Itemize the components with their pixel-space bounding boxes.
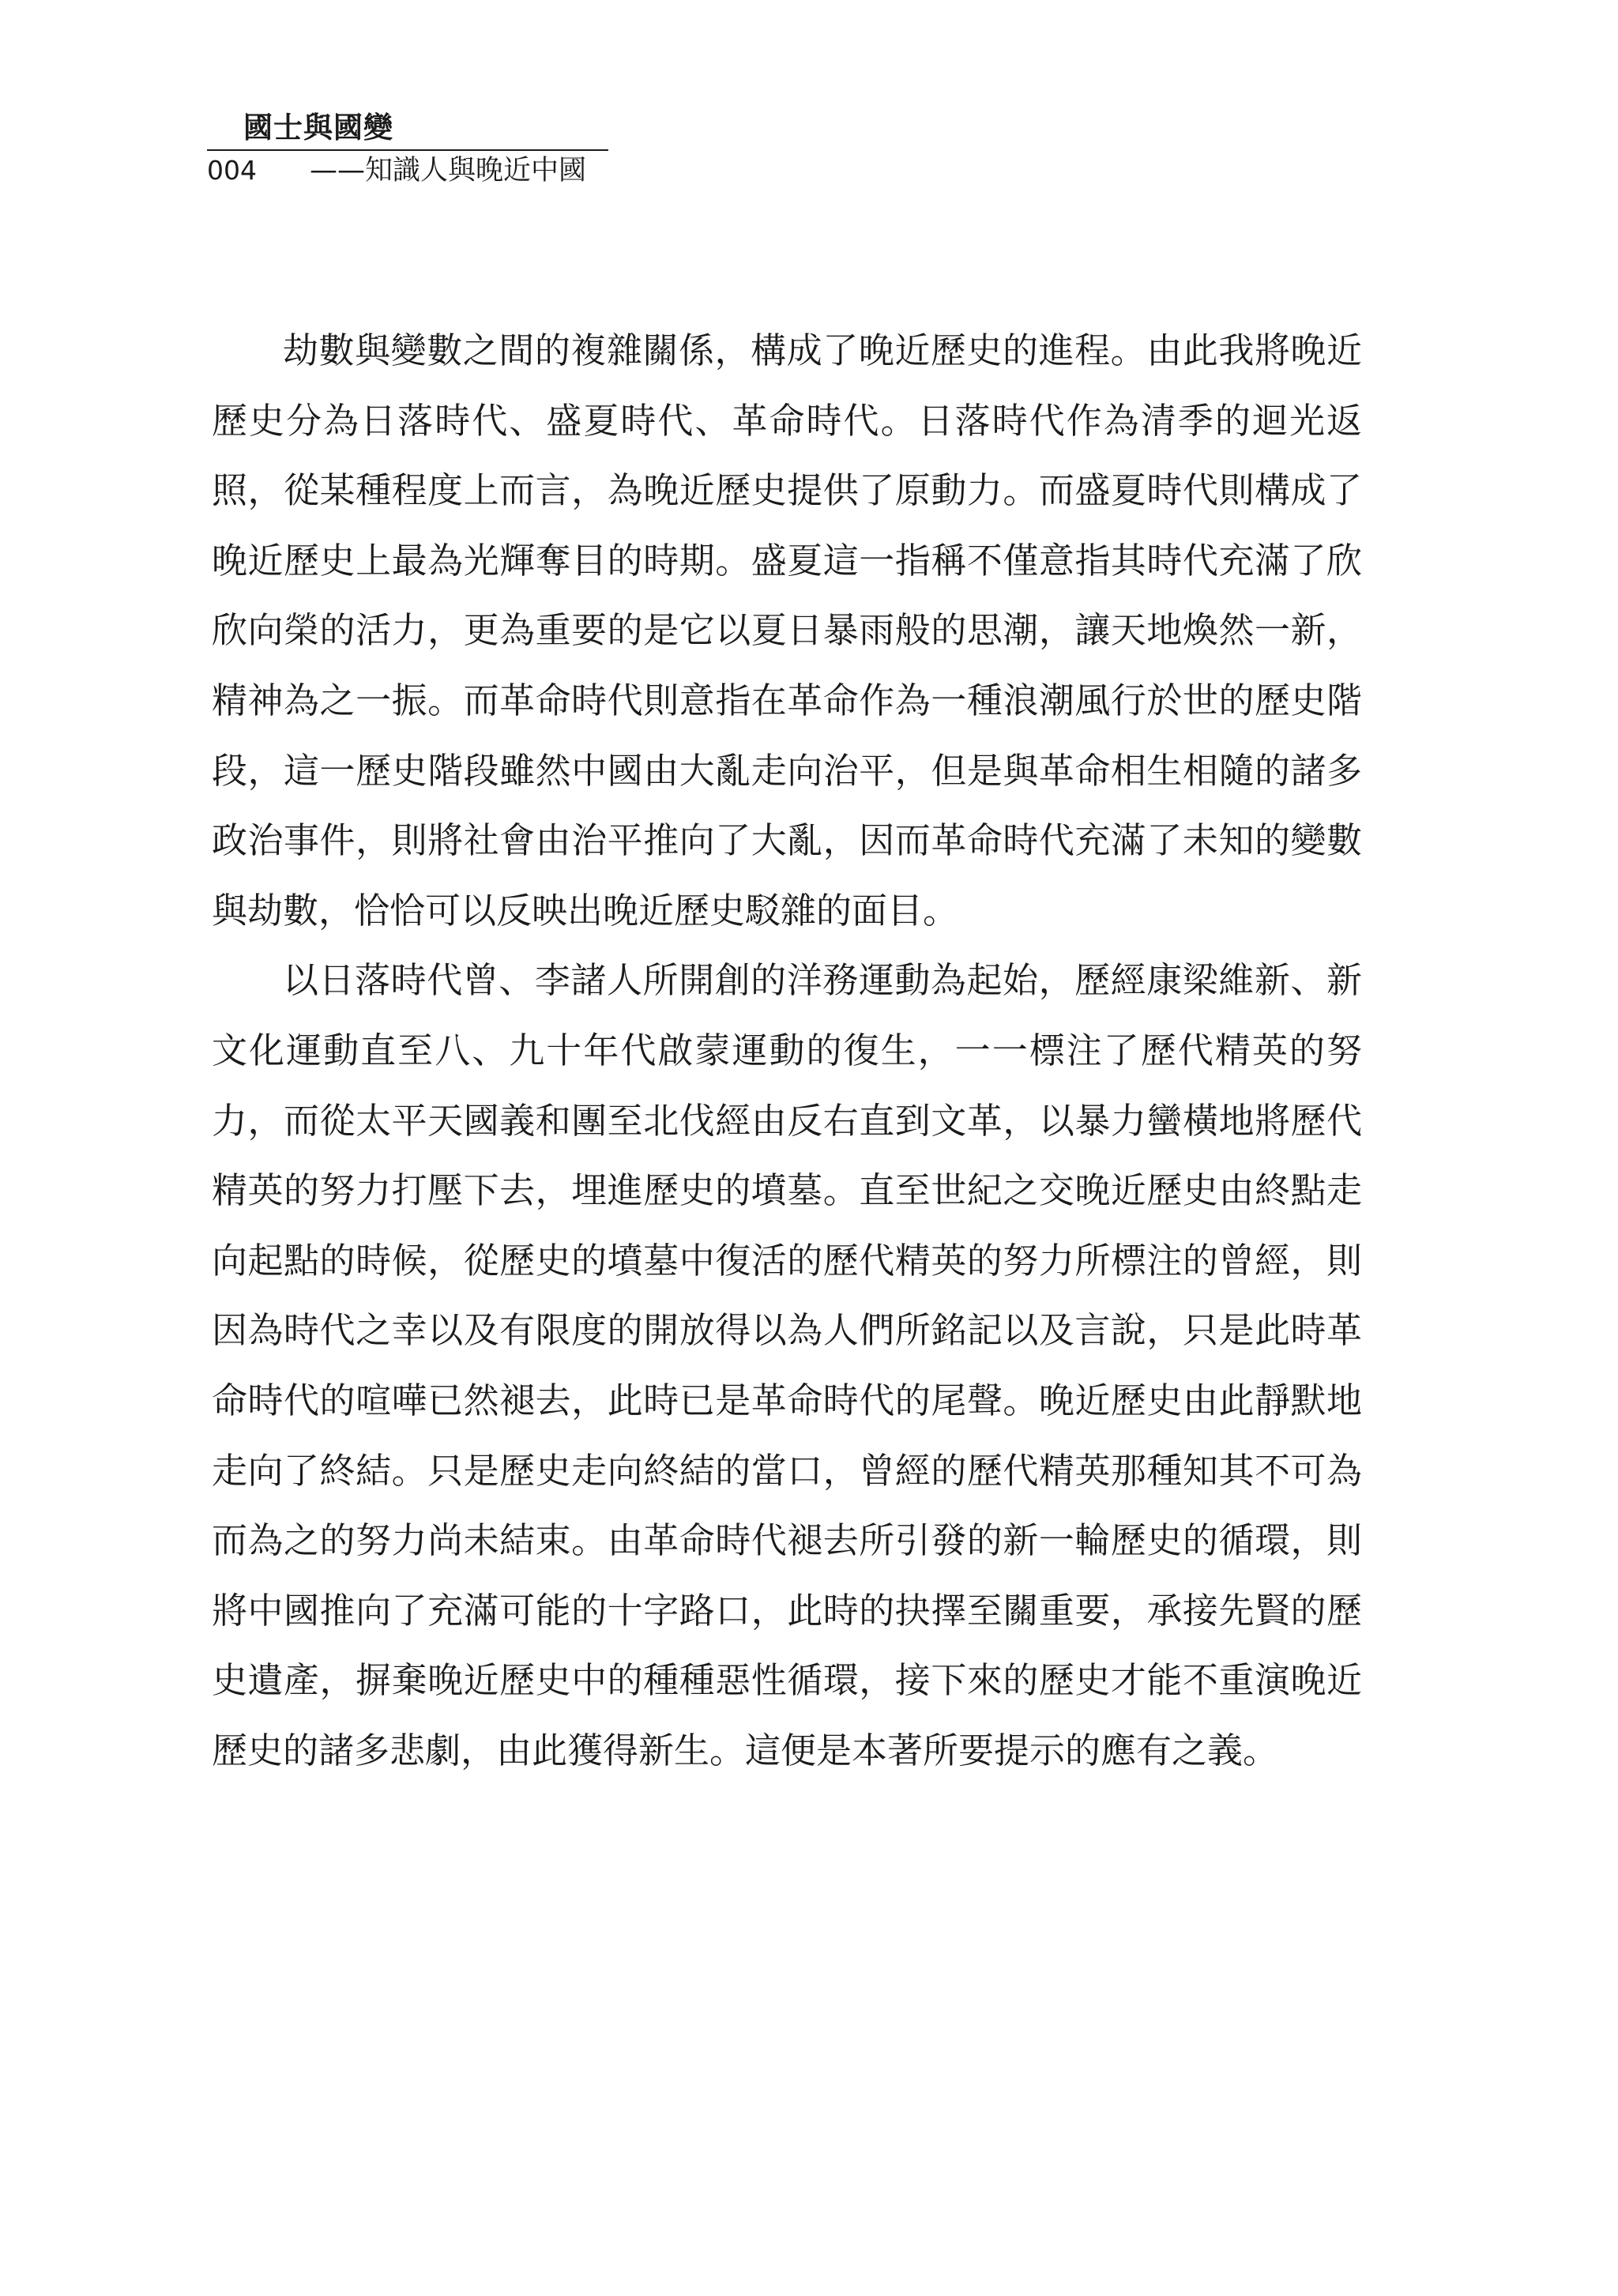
book-title: 國士與國變 [243, 111, 393, 145]
paragraph: 劫數與變數之間的複雜關係，構成了晚近歷史的進程。由此我將晚近歷史分為日落時代、盛夏時代、革命時代。日落時代作為清季的迴光返照，從某種程度上而言，為晚近歷史提供了原動力。而盛夏時代則構成了晚近歷史上最為光輝奪目的時期。盛夏這一指稱不僅意指其時代充滿了欣欣向榮的活力，更為重要的是它以夏日暴雨般的思潮，讓天地煥然一新，精神為之一振。而革命時代則意指在革命作為一種浪潮風行於世的歷史階段，這一歷史階段雖然中國由大亂走向治平，但是與革命相生相隨的諸多政治事件，則將社會由治平推向了大亂，因而革命時代充滿了未知的變數與劫數，恰恰可以反映出晚近歷史駁雜的面目。 [212, 329, 1362, 932]
book-subtitle: ——知識人與晚近中國 [310, 155, 587, 186]
header-rule [207, 149, 608, 151]
paragraph: 以日落時代曾、李諸人所開創的洋務運動為起始，歷經康梁維新、新文化運動直至八、九十年代啟蒙運動的復生，一一標注了歷代精英的努力，而從太平天國義和團至北伐經由反右直到文革，以暴力蠻橫地將歷代精英的努力打壓下去，埋進歷史的墳墓。直至世紀之交晚近歷史由終點走向起點的時候，從歷史的墳墓中復活的歷代精英的努力所標注的曾經，則因為時代之幸以及有限度的開放得以為人們所銘記以及言說，只是此時革命時代的喧嘩已然褪去，此時已是革命時代的尾聲。晚近歷史由此靜默地走向了終結。只是歷史走向終結的當口，曾經的歷代精英那種知其不可為而為之的努力尚未結束。由革命時代褪去所引發的新一輪歷史的循環，則將中國推向了充滿可能的十字路口，此時的抉擇至關重要，承接先賢的歷史遺產，摒棄晚近歷史中的種種惡性循環，接下來的歷史才能不重演晚近歷史的諸多悲劇，由此獲得新生。這便是本著所要提示的應有之義。 [212, 959, 1362, 1771]
running-header [207, 111, 618, 190]
body-text [212, 316, 1362, 1786]
page-number: 004 [207, 155, 257, 186]
